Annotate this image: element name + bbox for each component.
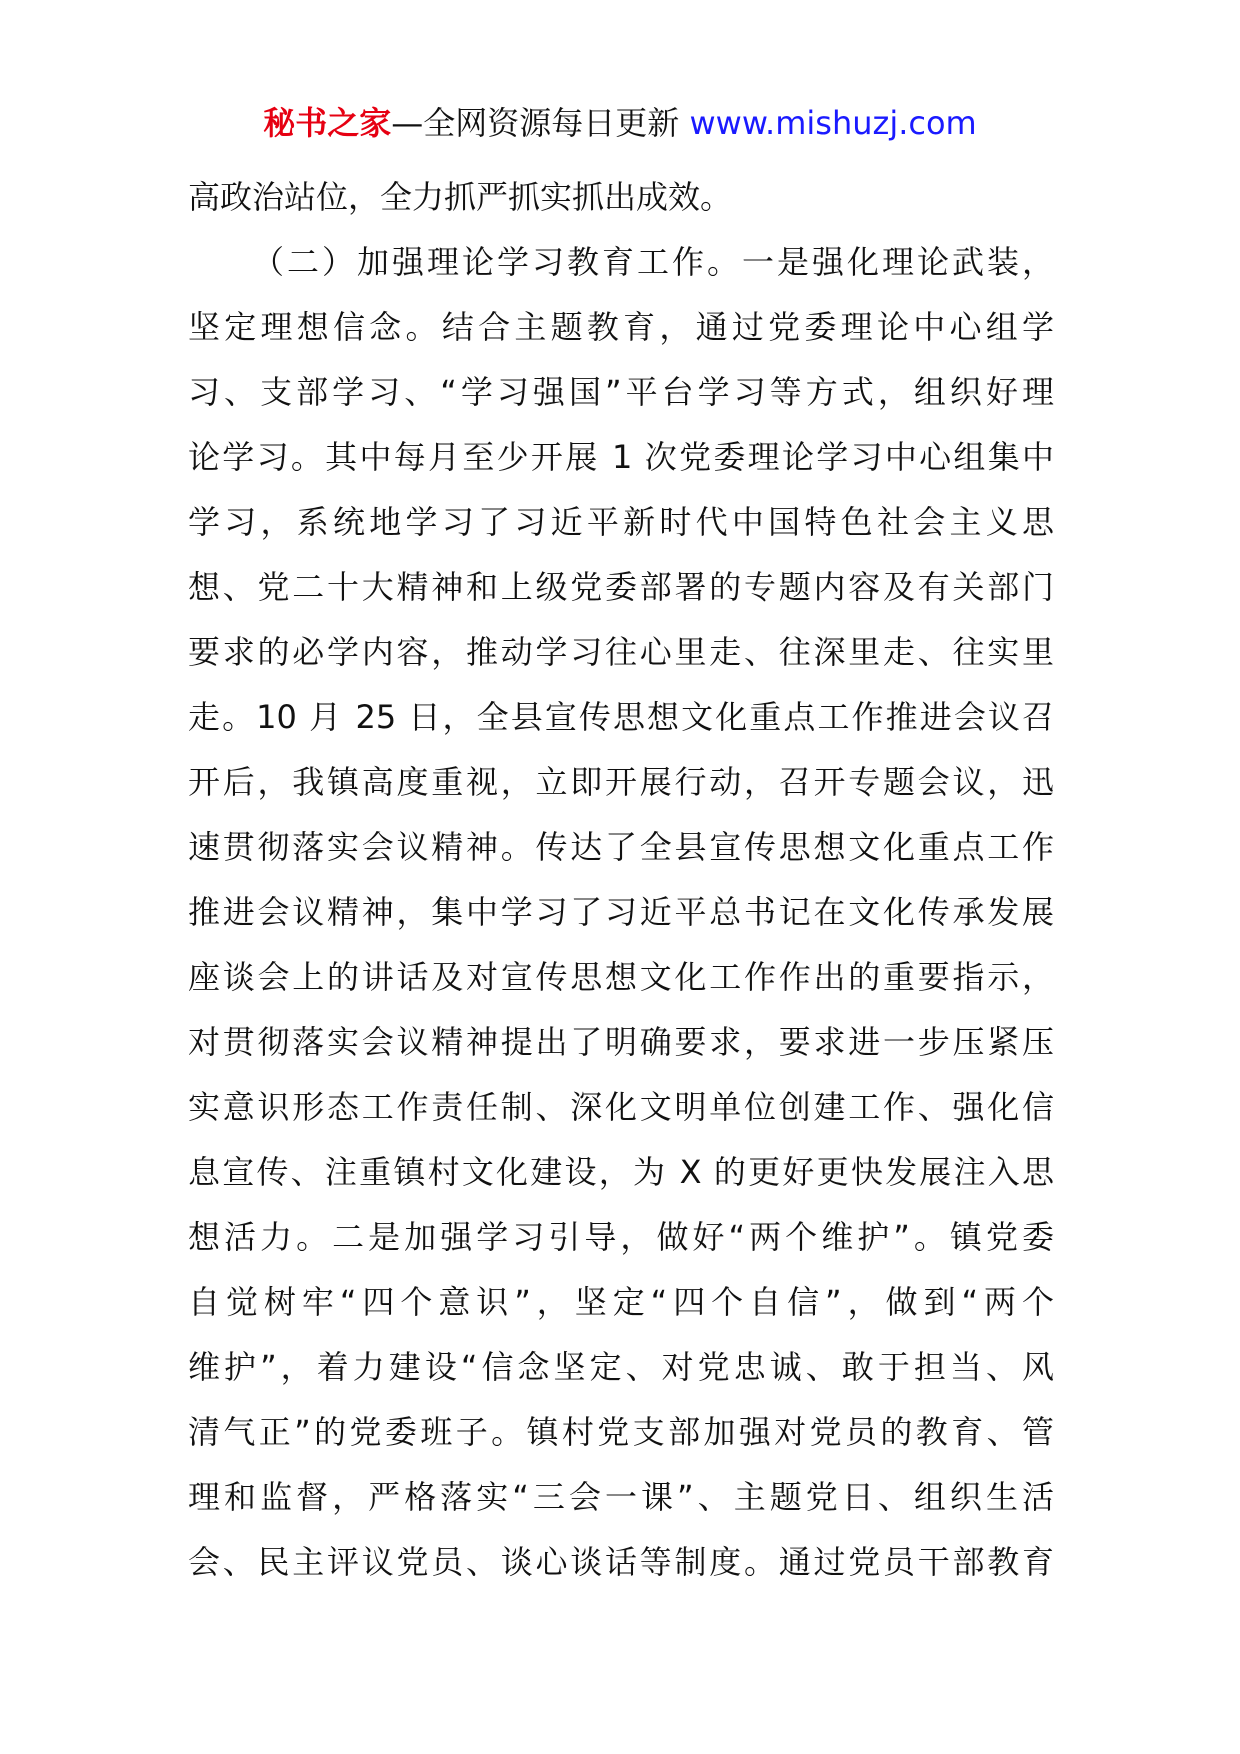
document-line: 论学习。其中每月至少开展 1 次党委理论学习中心组集中 <box>188 438 1054 476</box>
document-line: 想活力。二是加强学习引导，做好“两个维护”。镇党委 <box>188 1218 1054 1256</box>
document-line: 想、党二十大精神和上级党委部署的专题内容及有关部门 <box>188 568 1054 606</box>
document-line: 学习，系统地学习了习近平新时代中国特色社会主义思 <box>188 503 1054 541</box>
document-line: 要求的必学内容，推动学习往心里走、往深里走、往实里 <box>188 633 1054 671</box>
document-line: 速贯彻落实会议精神。传达了全县宣传思想文化重点工作 <box>188 828 1054 866</box>
document-line: 对贯彻落实会议精神提出了明确要求，要求进一步压紧压 <box>188 1023 1054 1061</box>
document-line: （二）加强理论学习教育工作。一是强化理论武装， <box>252 243 1054 281</box>
document-line: 习、支部学习、“学习强国”平台学习等方式，组织好理 <box>188 373 1054 411</box>
site-header <box>0 100 1240 146</box>
document-line: 推进会议精神，集中学习了习近平总书记在文化传承发展 <box>188 893 1054 931</box>
document-line: 实意识形态工作责任制、深化文明单位创建工作、强化信 <box>188 1088 1054 1126</box>
document-line: 坚定理想信念。结合主题教育，通过党委理论中心组学 <box>188 308 1054 346</box>
document-line: 息宣传、注重镇村文化建设，为 X 的更好更快发展注入思 <box>188 1153 1054 1191</box>
site-tagline: —全网资源每日更新 <box>391 104 690 142</box>
document-line: 清气正”的党委班子。镇村党支部加强对党员的教育、管 <box>188 1413 1054 1451</box>
document-line: 维护”，着力建设“信念坚定、对党忠诚、敢于担当、风 <box>188 1348 1054 1386</box>
document-line: 开后，我镇高度重视，立即开展行动，召开专题会议，迅 <box>188 763 1054 801</box>
document-body <box>188 165 1054 1595</box>
site-url-link[interactable]: www.mishuzj.com <box>689 104 977 142</box>
document-line: 走。10 月 25 日，全县宣传思想文化重点工作推进会议召 <box>188 698 1054 736</box>
document-line: 自觉树牢“四个意识”，坚定“四个自信”，做到“两个 <box>188 1283 1054 1321</box>
document-line: 座谈会上的讲话及对宣传思想文化工作作出的重要指示， <box>188 958 1054 996</box>
document-line: 理和监督，严格落实“三会一课”、主题党日、组织生活 <box>188 1478 1054 1516</box>
document-line: 会、民主评议党员、谈心谈话等制度。通过党员干部教育 <box>188 1543 1054 1581</box>
document-line: 高政治站位，全力抓严抓实抓出成效。 <box>188 178 733 216</box>
site-brand: 秘书之家 <box>263 104 392 142</box>
